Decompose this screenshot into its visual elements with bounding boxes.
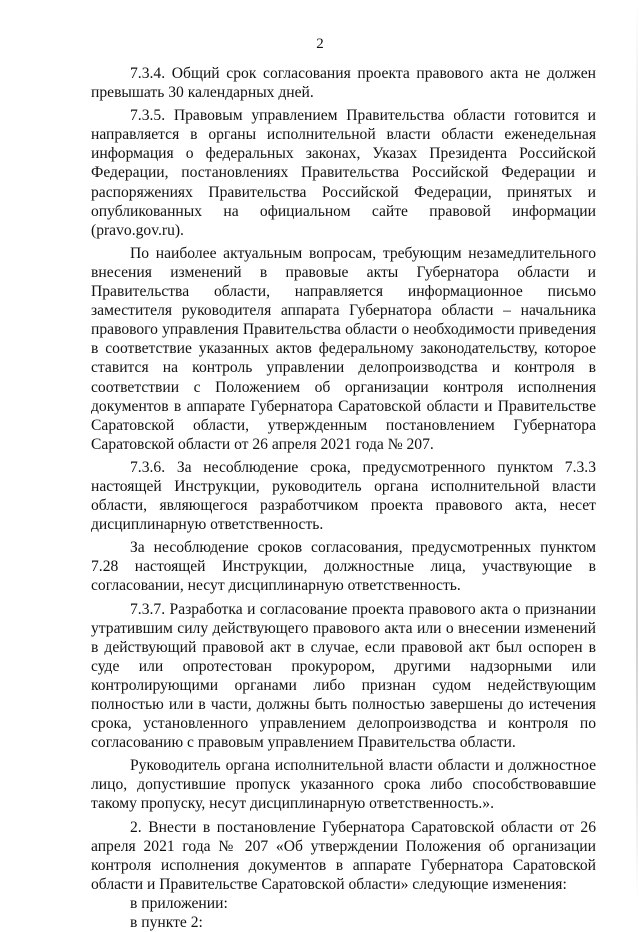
document-body: [91, 64, 596, 932]
paragraph-in-appendix: в приложении:: [130, 894, 228, 912]
scan-edge-shadow: [636, 0, 638, 905]
paragraph-7-3-6: 7.3.6. За несоблюдение срока, предусмотренного пунктом 7.3.3 настоящей Инструкции, руководитель органа исполнительной власти области, являющегося разработчиком проекта правового акта, несет дисциплинарную ответственность.: [91, 458, 596, 534]
paragraph-7-3-5: 7.3.5. Правовым управлением Правительства области готовится и направляется в органы исполнительной власти области еженедельная информация о федеральных законах, Указах Президента Российской Федерации, постановлениях Правительства Российской Федерации и распоряжениях Правительства Российской Федерации, принятых и опубликованных на официальном сайте правовой информации (pravo.gov.ru).: [91, 107, 596, 239]
paragraph-in-point-2: в пункте 2:: [130, 914, 203, 932]
paragraph-responsibility: Руководитель органа исполнительной власти области и должностное лицо, допустившие пропуск указанного срока либо способствовавшие такому пропуску, несут дисциплинарную ответственность.».: [91, 757, 596, 813]
paragraph-approval-deadlines: За несоблюдение сроков согласования, предусмотренных пунктом 7.28 настоящей Инструкции, должностные лица, участвующие в согласовании, несут дисциплинарную ответственность.: [91, 539, 596, 595]
paragraph-urgent-changes: По наиболее актуальным вопросам, требующим незамедлительного внесения изменений в правовые акты Губернатора области и Правительства области, направляется информационное письмо заместителя руководителя аппарата Губернатора области – начальника правового управления Правительства области о необходимости приведения в соответствие указанных актов федеральному законодательству, которое ставится на контроль управлении делопроизводства и контроля в соответствии с Положением об организации контроля исполнения документов в аппарате Губернатора Саратовской области и Правительстве Саратовской области, утвержденным постановлением Губернатора Саратовской области от 26 апреля 2021 года № 207.: [91, 244, 596, 453]
page-number: 2: [316, 36, 324, 52]
paragraph-7-3-7: 7.3.7. Разработка и согласование проекта правового акта о признании утратившим силу действующего правового акта или о внесении изменений в действующий правовой акт в случае, если правовой акт был оспорен в суде или опротестован прокурором, другими надзорными или контролирующими органами либо признан судом недействующим полностью или в части, должны быть полностью завершены до истечения срока, установленного управлением делопроизводства и контроля по согласованию с правовым управлением Правительства области.: [91, 600, 596, 752]
paragraph-amendment-2: 2. Внести в постановление Губернатора Саратовской области от 26 апреля 2021 года № 207 «Об утверждении Положения об организации контроля исполнения документов в аппарате Губернатора Саратовской области и Правительстве Саратовской области» следующие изменения:: [91, 818, 596, 893]
paragraph-7-3-4: 7.3.4. Общий срок согласования проекта правового акта не должен превышать 30 календарных дней.: [91, 65, 596, 102]
